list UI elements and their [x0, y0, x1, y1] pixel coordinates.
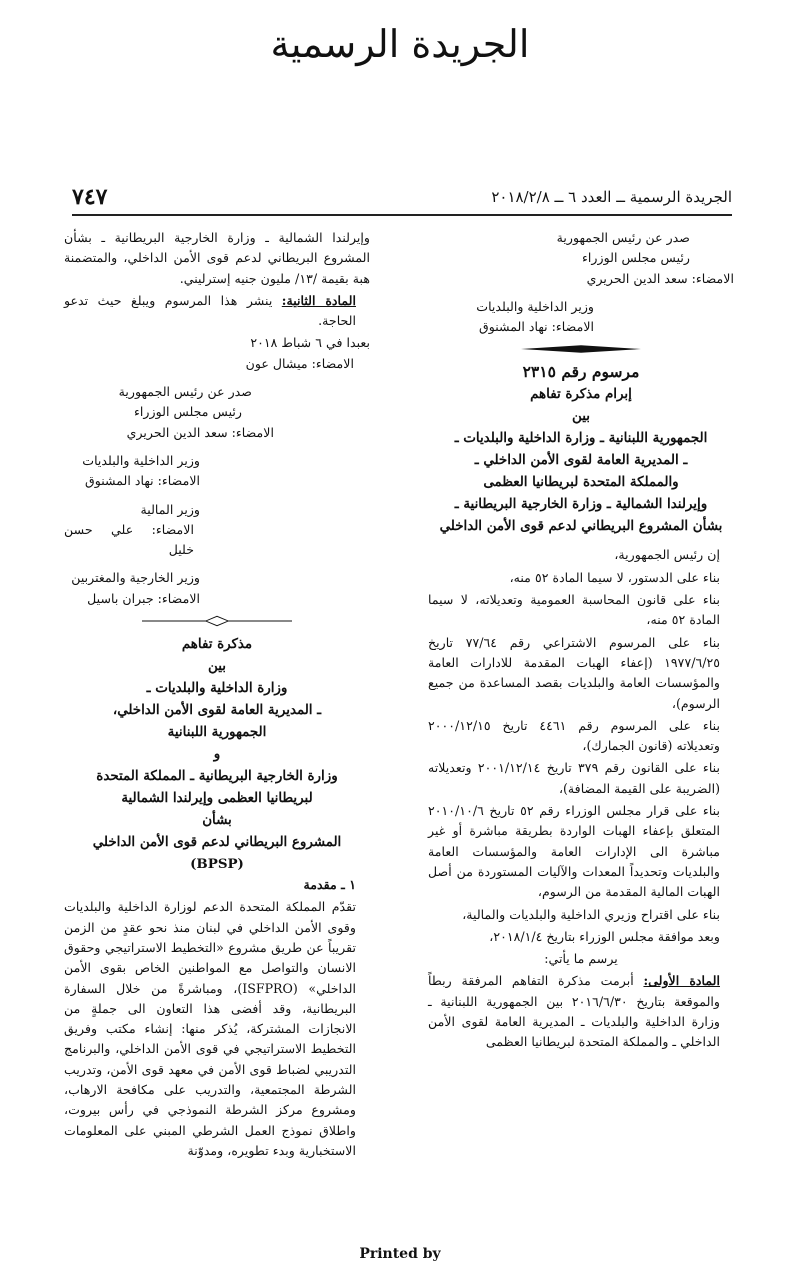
memo-title-line: بشأن [202, 812, 232, 829]
article-2-label: المادة الثانية: [281, 292, 356, 308]
signature-line: وزير الداخلية والبلديات [476, 298, 594, 314]
memo-title-line: (BPSP) [190, 856, 244, 873]
preamble-paragraph: وبعد موافقة مجلس الوزراء بتاريخ ٢٠١٨/١/٤، [489, 928, 720, 944]
memo-title-line: وزارة الداخلية والبلديات ـ [146, 680, 288, 697]
section-heading: ١ ـ مقدمة [303, 877, 356, 893]
preamble-paragraph: بناء على المرسوم رقم ٤٤٦١ تاريخ ٢٠٠٠/١٢/١٥ وتعديلاته (قانون الجمارك)، [428, 717, 720, 754]
preamble-paragraph: إن رئيس الجمهورية، [614, 547, 720, 563]
memo-title-line: الجمهورية اللبنانية [167, 724, 267, 741]
decree-title-line: ـ المديرية العامة لقوى الأمن الداخلي ـ [474, 452, 688, 469]
signature-line: صدر عن رئيس الجمهورية [118, 384, 252, 400]
article-1-continuation: وإيرلندا الشمالية ـ وزارة الخارجية البريطانية ـ بشأن المشروع البريطاني لدعم قوى الأمن الداخلي، والمتضمنة هبة بقيمة /١٣/ مليون جنيه إسترليني. [64, 230, 370, 286]
signature-line: وزير المالية [140, 501, 200, 517]
signature-line: الامضاء: جبران باسيل [87, 590, 200, 606]
printed-by-footer: Printed by [359, 1246, 441, 1262]
signature-line: وزير الداخلية والبلديات [82, 452, 200, 468]
article-2-text: ينشر هذا المرسوم ويبلغ حيث تدعو الحاجة. [64, 292, 356, 329]
issue-title: الجريدة الرسمية ــ العدد ٦ ــ ٢٠١٨/٢/٨ [491, 188, 732, 206]
decrees-line: يرسم ما يأتي: [544, 951, 618, 967]
signature-line: وزير الخارجية والمغتربين [71, 570, 200, 586]
preamble-paragraph: بناء على الدستور، لا سيما المادة ٥٢ منه، [509, 569, 720, 585]
article-1-label: المادة الأولى: [643, 973, 720, 989]
decree-title-line: الجمهورية اللبنانية ـ وزارة الداخلية والبلديات ـ [454, 430, 708, 447]
memo-title-line: وزارة الخارجية البريطانية ـ المملكة المتحدة [96, 768, 338, 785]
preamble-paragraph: بناء على المرسوم الاشتراعي رقم ٧٧/٦٤ تاريخ ١٩٧٧/٦/٢٥ (إعفاء الهبات المقدمة للادارات العامة والمؤسسات العامة والبلديات بقصد المساعدة من جميع الرسوم)، [428, 634, 720, 711]
preamble-paragraph: بناء على قانون المحاسبة العمومية وتعديلاته، لا سيما المادة ٥٢ منه، [428, 592, 720, 628]
preamble-paragraph: بناء على القانون رقم ٣٧٩ تاريخ ٢٠٠١/١٢/١٤ وتعديلاته (الضريبة على القيمة المضافة)، [428, 760, 720, 796]
left-column [64, 228, 370, 1158]
decree-title-line: إبرام مذكرة تفاهم [530, 386, 632, 403]
decree-title-line: بين [572, 408, 590, 425]
president-signature: الامضاء: ميشال عون [245, 355, 354, 371]
signature-line: الامضاء: علي حسن خليل [64, 521, 194, 558]
memo-title-line: ـ المديرية العامة لقوى الأمن الداخلي، [112, 702, 322, 719]
signature-line: الامضاء: سعد الدين الحريري [586, 270, 734, 286]
memo-title-line: و [213, 746, 221, 763]
article-1-text: أبرمت مذكرة التفاهم المرفقة ربطاً والموقعة بتاريخ ٢٠١٦/٦/٣٠ بين الجمهورية اللبنانية ـ وزارة الداخلية والبلديات ـ المديرية العامة لقوى الأمن الداخلي ـ والمملكة المتحدة لبريطانيا العظمى [428, 973, 721, 1050]
memo-title-line: مذكرة تفاهم [181, 636, 253, 653]
gazette-masthead: الجريدة الرسمية [270, 22, 530, 66]
memo-title-line: المشروع البريطاني لدعم قوى الأمن الداخلي [92, 834, 342, 851]
signature-line: الامضاء: نهاد المشنوق [84, 473, 200, 489]
ornament-divider [521, 343, 641, 355]
signature-line: الامضاء: نهاد المشنوق [478, 319, 594, 335]
signature-line: الامضاء: سعد الدين الحريري [126, 424, 274, 440]
decree-title-line: والمملكة المتحدة لبريطانيا العظمى [483, 474, 679, 491]
page-number: ٧٤٧ [72, 184, 108, 210]
header-rule [72, 214, 732, 216]
right-column [428, 228, 734, 1108]
article-1 [428, 971, 734, 1052]
decree-title-line: وإيرلندا الشمالية ـ وزارة الخارجية البريطانية ـ [454, 496, 708, 513]
memo-title-line: لبريطانيا العظمى وإيرلندا الشمالية [121, 790, 313, 807]
memo-title-line: بين [208, 658, 226, 675]
ornament-divider [142, 615, 292, 627]
preamble-paragraph: بناء على اقتراح وزيري الداخلية والبلديات والمالية، [462, 906, 720, 922]
signature-line: رئيس مجلس الوزراء [582, 250, 690, 266]
intro-paragraph: تقدّم المملكة المتحدة الدعم لوزارة الداخلية والبلديات وقوى الأمن الداخلي في لبنان منذ نحو عقدٍ من الزمن تقريباً عن طريق مشروع «التخطيط الاستراتيجي وحقوق الانسان والتواصل مع المواطنين الخاص بقوى الأمن الداخلي» (ISFPRO)، ومباشرةً من خلال السفارة البريطانية، وقد أفضى هذا التعاون الى جملةٍ من الانجازات المشتركة، يُذكر منها: إنشاء مكتب وفريق التخطيط الاستراتيجي في قوى الأمن الداخلي، والبرنامج التدريبي لضباط قوى الأمن في معهد قوى الأمن، وتدريب الشرطة المجتمعية، والتدريب على مكافحة الارهاب، ومشروع مركز الشرطة النموذجي في رأس بيروت، واطلاق نموذج العمل الشرطي المبني على المعلومات الاستخبارية وبدء تطويره، ومدوّنة [64, 899, 356, 1158]
decree-number: مرسوم رقم ٢٣١٥ [522, 362, 640, 382]
decree-title-line: بشأن المشروع البريطاني لدعم قوى الأمن الداخلي [439, 518, 723, 535]
signature-line: رئيس مجلس الوزراء [134, 404, 242, 420]
preamble-paragraph: بناء على قرار مجلس الوزراء رقم ٥٢ تاريخ ٢٠١٠/١٠/٦ المتعلق بإعفاء الهبات الواردة بطريقة مباشرة أو غير مباشرة الى الإدارات العامة والمؤسسات العامة والبلديات وتحديداً المعدات والآليات المستوردة من أصل الهبات المالية المقدمة من الرسوم، [428, 803, 720, 900]
signature-line: صدر عن رئيس الجمهورية [556, 230, 690, 245]
article-2 [64, 291, 370, 332]
date-line: بعبدا في ٦ شباط ٢٠١٨ [250, 335, 370, 351]
